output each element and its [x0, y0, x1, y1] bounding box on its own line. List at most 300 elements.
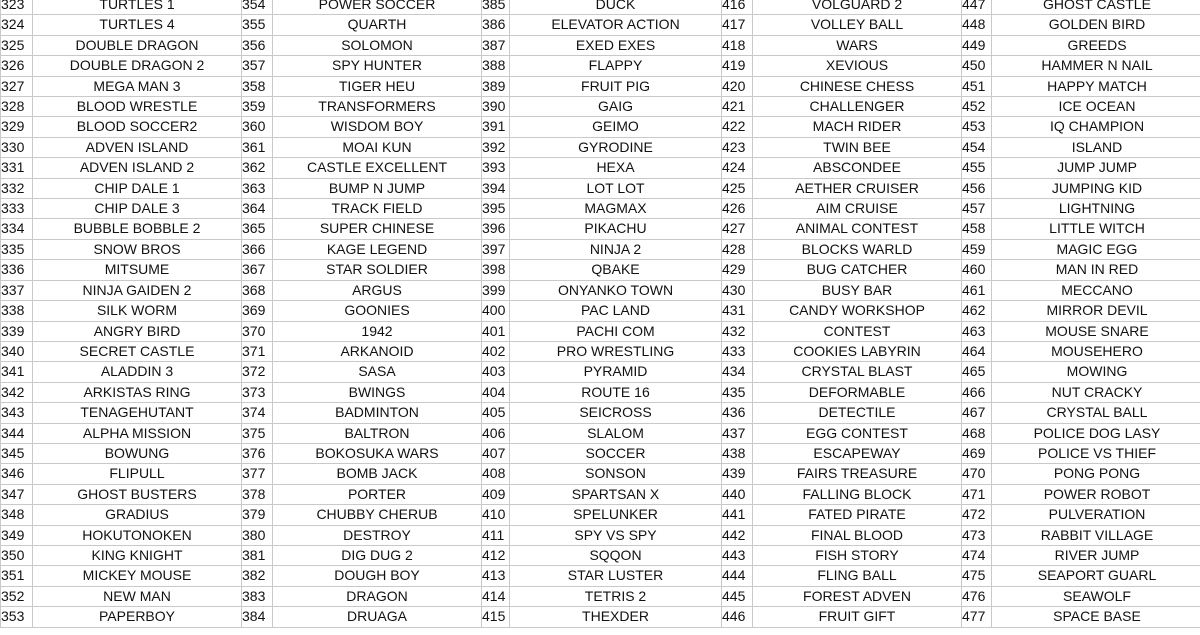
game-title-cell[interactable]: IQ CHAMPION — [992, 117, 1200, 137]
game-number-cell[interactable]: 371 — [242, 341, 273, 361]
game-title-cell[interactable]: MACH RIDER — [753, 117, 962, 137]
game-title-cell[interactable]: GAIG — [510, 97, 722, 117]
game-title-cell[interactable]: COOKIES LABYRIN — [753, 341, 962, 361]
game-title-cell[interactable]: SPY VS SPY — [510, 525, 722, 545]
game-number-cell[interactable]: 414 — [482, 586, 510, 606]
game-number-cell[interactable]: 418 — [722, 35, 753, 55]
game-title-cell[interactable]: TRANSFORMERS — [273, 97, 482, 117]
game-number-cell[interactable]: 390 — [482, 97, 510, 117]
game-title-cell[interactable]: BUG CATCHER — [753, 260, 962, 280]
game-title-cell[interactable]: CONTEST — [753, 321, 962, 341]
game-number-cell[interactable]: 340 — [1, 341, 33, 361]
game-title-cell[interactable]: DEFORMABLE — [753, 382, 962, 402]
game-number-cell[interactable]: 401 — [482, 321, 510, 341]
game-title-cell[interactable]: ANIMAL CONTEST — [753, 219, 962, 239]
game-number-cell[interactable]: 432 — [722, 321, 753, 341]
game-number-cell[interactable]: 380 — [242, 525, 273, 545]
game-number-cell[interactable]: 398 — [482, 260, 510, 280]
game-title-cell[interactable]: SUPER CHINESE — [273, 219, 482, 239]
game-title-cell[interactable]: MIRROR DEVIL — [992, 301, 1200, 321]
game-title-cell[interactable]: ELEVATOR ACTION — [510, 15, 722, 35]
game-number-cell[interactable]: 388 — [482, 56, 510, 76]
game-title-cell[interactable]: FLAPPY — [510, 56, 722, 76]
game-title-cell[interactable]: THEXDER — [510, 607, 722, 627]
game-title-cell[interactable]: CHINESE CHESS — [753, 76, 962, 96]
game-number-cell[interactable]: 325 — [1, 35, 33, 55]
game-title-cell[interactable]: PAPERBOY — [33, 607, 242, 627]
game-title-cell[interactable]: HOKUTONOKEN — [33, 525, 242, 545]
game-title-cell[interactable]: PONG PONG — [992, 464, 1200, 484]
game-title-cell[interactable]: SEAWOLF — [992, 586, 1200, 606]
game-number-cell[interactable]: 431 — [722, 301, 753, 321]
game-number-cell[interactable]: 331 — [1, 158, 33, 178]
game-number-cell[interactable]: 448 — [962, 15, 992, 35]
game-title-cell[interactable]: GOONIES — [273, 301, 482, 321]
game-number-cell[interactable]: 342 — [1, 382, 33, 402]
game-title-cell[interactable]: PAC LAND — [510, 301, 722, 321]
game-title-cell[interactable]: SLALOM — [510, 423, 722, 443]
game-number-cell[interactable]: 452 — [962, 97, 992, 117]
game-number-cell[interactable]: 466 — [962, 382, 992, 402]
game-title-cell[interactable]: SPY HUNTER — [273, 56, 482, 76]
game-title-cell[interactable]: TURTLES 4 — [33, 15, 242, 35]
game-number-cell[interactable]: 334 — [1, 219, 33, 239]
game-title-cell[interactable]: AIM CRUISE — [753, 199, 962, 219]
game-title-cell[interactable]: VOLGUARD 2 — [753, 0, 962, 15]
game-number-cell[interactable]: 458 — [962, 219, 992, 239]
game-number-cell[interactable]: 460 — [962, 260, 992, 280]
game-number-cell[interactable]: 440 — [722, 484, 753, 504]
game-title-cell[interactable]: BLOCKS WARLD — [753, 239, 962, 259]
game-title-cell[interactable]: GOLDEN BIRD — [992, 15, 1200, 35]
game-title-cell[interactable]: PIKACHU — [510, 219, 722, 239]
game-number-cell[interactable]: 454 — [962, 137, 992, 157]
game-number-cell[interactable]: 404 — [482, 382, 510, 402]
game-number-cell[interactable]: 341 — [1, 362, 33, 382]
game-title-cell[interactable]: SPELUNKER — [510, 505, 722, 525]
game-title-cell[interactable]: POWER SOCCER — [273, 0, 482, 15]
game-title-cell[interactable]: SOCCER — [510, 443, 722, 463]
game-number-cell[interactable]: 329 — [1, 117, 33, 137]
game-number-cell[interactable]: 459 — [962, 239, 992, 259]
game-number-cell[interactable]: 354 — [242, 0, 273, 15]
game-title-cell[interactable]: PORTER — [273, 484, 482, 504]
game-title-cell[interactable]: ISLAND — [992, 137, 1200, 157]
game-title-cell[interactable]: GHOST CASTLE — [992, 0, 1200, 15]
game-title-cell[interactable]: TIGER HEU — [273, 76, 482, 96]
game-title-cell[interactable]: XEVIOUS — [753, 56, 962, 76]
game-number-cell[interactable]: 421 — [722, 97, 753, 117]
game-title-cell[interactable]: TURTLES 1 — [33, 0, 242, 15]
game-number-cell[interactable]: 332 — [1, 178, 33, 198]
game-number-cell[interactable]: 465 — [962, 362, 992, 382]
game-number-cell[interactable]: 370 — [242, 321, 273, 341]
game-title-cell[interactable]: ICE OCEAN — [992, 97, 1200, 117]
game-title-cell[interactable]: FRUIT GIFT — [753, 607, 962, 627]
game-number-cell[interactable]: 419 — [722, 56, 753, 76]
game-title-cell[interactable]: 1942 — [273, 321, 482, 341]
game-number-cell[interactable]: 377 — [242, 464, 273, 484]
game-title-cell[interactable]: AETHER CRUISER — [753, 178, 962, 198]
game-number-cell[interactable]: 389 — [482, 76, 510, 96]
game-number-cell[interactable]: 410 — [482, 505, 510, 525]
game-title-cell[interactable]: EXED EXES — [510, 35, 722, 55]
game-number-cell[interactable]: 436 — [722, 403, 753, 423]
game-title-cell[interactable]: ARKISTAS RING — [33, 382, 242, 402]
game-number-cell[interactable]: 461 — [962, 280, 992, 300]
game-number-cell[interactable]: 396 — [482, 219, 510, 239]
game-title-cell[interactable]: BUMP N JUMP — [273, 178, 482, 198]
game-title-cell[interactable]: TRACK FIELD — [273, 199, 482, 219]
game-title-cell[interactable]: FOREST ADVEN — [753, 586, 962, 606]
game-number-cell[interactable]: 397 — [482, 239, 510, 259]
game-number-cell[interactable]: 417 — [722, 15, 753, 35]
game-number-cell[interactable]: 443 — [722, 545, 753, 565]
game-number-cell[interactable]: 336 — [1, 260, 33, 280]
game-title-cell[interactable]: DUCK — [510, 0, 722, 15]
game-number-cell[interactable]: 467 — [962, 403, 992, 423]
game-title-cell[interactable]: ANGRY BIRD — [33, 321, 242, 341]
game-number-cell[interactable]: 339 — [1, 321, 33, 341]
game-number-cell[interactable]: 323 — [1, 0, 33, 15]
game-number-cell[interactable]: 475 — [962, 566, 992, 586]
game-number-cell[interactable]: 353 — [1, 607, 33, 627]
game-number-cell[interactable]: 359 — [242, 97, 273, 117]
game-title-cell[interactable]: CHALLENGER — [753, 97, 962, 117]
game-number-cell[interactable]: 365 — [242, 219, 273, 239]
game-title-cell[interactable]: PACHI COM — [510, 321, 722, 341]
game-number-cell[interactable]: 364 — [242, 199, 273, 219]
game-title-cell[interactable]: ROUTE 16 — [510, 382, 722, 402]
game-title-cell[interactable]: ESCAPEWAY — [753, 443, 962, 463]
game-title-cell[interactable]: NUT CRACKY — [992, 382, 1200, 402]
game-title-cell[interactable]: DOUGH BOY — [273, 566, 482, 586]
game-number-cell[interactable]: 425 — [722, 178, 753, 198]
game-number-cell[interactable]: 462 — [962, 301, 992, 321]
game-number-cell[interactable]: 369 — [242, 301, 273, 321]
game-title-cell[interactable]: HEXA — [510, 158, 722, 178]
game-title-cell[interactable]: SONSON — [510, 464, 722, 484]
game-number-cell[interactable]: 437 — [722, 423, 753, 443]
game-title-cell[interactable]: ADVEN ISLAND 2 — [33, 158, 242, 178]
game-number-cell[interactable]: 411 — [482, 525, 510, 545]
game-title-cell[interactable]: NEW MAN — [33, 586, 242, 606]
game-number-cell[interactable]: 477 — [962, 607, 992, 627]
game-number-cell[interactable]: 337 — [1, 280, 33, 300]
game-title-cell[interactable]: POLICE DOG LASY — [992, 423, 1200, 443]
game-title-cell[interactable]: DETECTILE — [753, 403, 962, 423]
game-number-cell[interactable]: 455 — [962, 158, 992, 178]
game-title-cell[interactable]: ARGUS — [273, 280, 482, 300]
game-title-cell[interactable]: BALTRON — [273, 423, 482, 443]
game-number-cell[interactable]: 346 — [1, 464, 33, 484]
game-title-cell[interactable]: GRADIUS — [33, 505, 242, 525]
game-title-cell[interactable]: LOT LOT — [510, 178, 722, 198]
game-title-cell[interactable]: DRAGON — [273, 586, 482, 606]
game-number-cell[interactable]: 385 — [482, 0, 510, 15]
game-number-cell[interactable]: 392 — [482, 137, 510, 157]
game-number-cell[interactable]: 405 — [482, 403, 510, 423]
game-title-cell[interactable]: DESTROY — [273, 525, 482, 545]
game-number-cell[interactable]: 433 — [722, 341, 753, 361]
game-number-cell[interactable]: 424 — [722, 158, 753, 178]
game-number-cell[interactable]: 391 — [482, 117, 510, 137]
game-title-cell[interactable]: KAGE LEGEND — [273, 239, 482, 259]
game-number-cell[interactable]: 382 — [242, 566, 273, 586]
game-title-cell[interactable]: BUBBLE BOBBLE 2 — [33, 219, 242, 239]
game-number-cell[interactable]: 450 — [962, 56, 992, 76]
game-title-cell[interactable]: JUMPING KID — [992, 178, 1200, 198]
game-title-cell[interactable]: BWINGS — [273, 382, 482, 402]
game-title-cell[interactable]: HAPPY MATCH — [992, 76, 1200, 96]
game-title-cell[interactable]: MOUSE SNARE — [992, 321, 1200, 341]
game-title-cell[interactable]: FISH STORY — [753, 545, 962, 565]
game-title-cell[interactable]: GREEDS — [992, 35, 1200, 55]
game-title-cell[interactable]: MICKEY MOUSE — [33, 566, 242, 586]
game-number-cell[interactable]: 469 — [962, 443, 992, 463]
game-title-cell[interactable]: MOAI KUN — [273, 137, 482, 157]
game-title-cell[interactable]: SOLOMON — [273, 35, 482, 55]
game-number-cell[interactable]: 422 — [722, 117, 753, 137]
game-title-cell[interactable]: JUMP JUMP — [992, 158, 1200, 178]
game-title-cell[interactable]: MAGMAX — [510, 199, 722, 219]
game-number-cell[interactable]: 338 — [1, 301, 33, 321]
game-title-cell[interactable]: BUSY BAR — [753, 280, 962, 300]
game-title-cell[interactable]: STAR SOLDIER — [273, 260, 482, 280]
game-title-cell[interactable]: CANDY WORKSHOP — [753, 301, 962, 321]
game-number-cell[interactable]: 427 — [722, 219, 753, 239]
game-title-cell[interactable]: BLOOD SOCCER2 — [33, 117, 242, 137]
game-title-cell[interactable]: SPACE BASE — [992, 607, 1200, 627]
game-title-cell[interactable]: RIVER JUMP — [992, 545, 1200, 565]
game-title-cell[interactable]: CRYSTAL BLAST — [753, 362, 962, 382]
game-title-cell[interactable]: ONYANKO TOWN — [510, 280, 722, 300]
game-number-cell[interactable]: 429 — [722, 260, 753, 280]
game-number-cell[interactable]: 376 — [242, 443, 273, 463]
game-number-cell[interactable]: 471 — [962, 484, 992, 504]
game-number-cell[interactable]: 356 — [242, 35, 273, 55]
game-title-cell[interactable]: QUARTH — [273, 15, 482, 35]
game-number-cell[interactable]: 408 — [482, 464, 510, 484]
game-title-cell[interactable]: NINJA GAIDEN 2 — [33, 280, 242, 300]
game-title-cell[interactable]: GHOST BUSTERS — [33, 484, 242, 504]
game-title-cell[interactable]: POWER ROBOT — [992, 484, 1200, 504]
game-number-cell[interactable]: 347 — [1, 484, 33, 504]
game-title-cell[interactable]: ADVEN ISLAND — [33, 137, 242, 157]
game-title-cell[interactable]: BOKOSUKA WARS — [273, 443, 482, 463]
game-title-cell[interactable]: ALPHA MISSION — [33, 423, 242, 443]
game-number-cell[interactable]: 474 — [962, 545, 992, 565]
game-title-cell[interactable]: FINAL BLOOD — [753, 525, 962, 545]
game-title-cell[interactable]: TWIN BEE — [753, 137, 962, 157]
game-number-cell[interactable]: 476 — [962, 586, 992, 606]
game-title-cell[interactable]: CHIP DALE 3 — [33, 199, 242, 219]
game-title-cell[interactable]: POLICE VS THIEF — [992, 443, 1200, 463]
game-title-cell[interactable]: MECCANO — [992, 280, 1200, 300]
game-number-cell[interactable]: 399 — [482, 280, 510, 300]
game-title-cell[interactable]: DOUBLE DRAGON 2 — [33, 56, 242, 76]
game-number-cell[interactable]: 395 — [482, 199, 510, 219]
game-title-cell[interactable]: KING KNIGHT — [33, 545, 242, 565]
game-number-cell[interactable]: 374 — [242, 403, 273, 423]
game-number-cell[interactable]: 362 — [242, 158, 273, 178]
game-number-cell[interactable]: 457 — [962, 199, 992, 219]
game-number-cell[interactable]: 416 — [722, 0, 753, 15]
game-number-cell[interactable]: 358 — [242, 76, 273, 96]
game-title-cell[interactable]: STAR LUSTER — [510, 566, 722, 586]
game-number-cell[interactable]: 444 — [722, 566, 753, 586]
game-title-cell[interactable]: BOWUNG — [33, 443, 242, 463]
game-title-cell[interactable]: SEICROSS — [510, 403, 722, 423]
game-number-cell[interactable]: 363 — [242, 178, 273, 198]
game-title-cell[interactable]: SEAPORT GUARL — [992, 566, 1200, 586]
game-title-cell[interactable]: DOUBLE DRAGON — [33, 35, 242, 55]
game-title-cell[interactable]: LIGHTNING — [992, 199, 1200, 219]
game-title-cell[interactable]: WARS — [753, 35, 962, 55]
game-number-cell[interactable]: 420 — [722, 76, 753, 96]
game-title-cell[interactable]: MITSUME — [33, 260, 242, 280]
game-title-cell[interactable]: TENAGEHUTANT — [33, 403, 242, 423]
game-number-cell[interactable]: 348 — [1, 505, 33, 525]
game-title-cell[interactable]: BLOOD WRESTLE — [33, 97, 242, 117]
game-number-cell[interactable]: 434 — [722, 362, 753, 382]
game-number-cell[interactable]: 430 — [722, 280, 753, 300]
game-number-cell[interactable]: 357 — [242, 56, 273, 76]
game-title-cell[interactable]: FLING BALL — [753, 566, 962, 586]
game-number-cell[interactable]: 445 — [722, 586, 753, 606]
game-title-cell[interactable]: SPARTSAN X — [510, 484, 722, 504]
game-title-cell[interactable]: VOLLEY BALL — [753, 15, 962, 35]
game-title-cell[interactable]: MOWING — [992, 362, 1200, 382]
game-number-cell[interactable]: 473 — [962, 525, 992, 545]
game-number-cell[interactable]: 413 — [482, 566, 510, 586]
game-number-cell[interactable]: 402 — [482, 341, 510, 361]
game-number-cell[interactable]: 456 — [962, 178, 992, 198]
game-number-cell[interactable]: 375 — [242, 423, 273, 443]
game-number-cell[interactable]: 324 — [1, 15, 33, 35]
game-title-cell[interactable]: GYRODINE — [510, 137, 722, 157]
game-number-cell[interactable]: 423 — [722, 137, 753, 157]
game-number-cell[interactable]: 464 — [962, 341, 992, 361]
game-number-cell[interactable]: 335 — [1, 239, 33, 259]
game-number-cell[interactable]: 403 — [482, 362, 510, 382]
game-number-cell[interactable]: 330 — [1, 137, 33, 157]
game-number-cell[interactable]: 441 — [722, 505, 753, 525]
game-number-cell[interactable]: 326 — [1, 56, 33, 76]
game-title-cell[interactable]: DIG DUG 2 — [273, 545, 482, 565]
game-title-cell[interactable]: SECRET CASTLE — [33, 341, 242, 361]
game-number-cell[interactable]: 387 — [482, 35, 510, 55]
game-number-cell[interactable]: 343 — [1, 403, 33, 423]
game-number-cell[interactable]: 447 — [962, 0, 992, 15]
game-number-cell[interactable]: 327 — [1, 76, 33, 96]
game-title-cell[interactable]: WISDOM BOY — [273, 117, 482, 137]
game-title-cell[interactable]: RABBIT VILLAGE — [992, 525, 1200, 545]
game-number-cell[interactable]: 451 — [962, 76, 992, 96]
game-number-cell[interactable]: 470 — [962, 464, 992, 484]
game-number-cell[interactable]: 355 — [242, 15, 273, 35]
game-number-cell[interactable]: 367 — [242, 260, 273, 280]
game-number-cell[interactable]: 349 — [1, 525, 33, 545]
game-number-cell[interactable]: 373 — [242, 382, 273, 402]
game-number-cell[interactable]: 406 — [482, 423, 510, 443]
game-number-cell[interactable]: 426 — [722, 199, 753, 219]
game-number-cell[interactable]: 352 — [1, 586, 33, 606]
game-number-cell[interactable]: 394 — [482, 178, 510, 198]
game-title-cell[interactable]: PYRAMID — [510, 362, 722, 382]
game-number-cell[interactable]: 366 — [242, 239, 273, 259]
game-title-cell[interactable]: QBAKE — [510, 260, 722, 280]
game-number-cell[interactable]: 468 — [962, 423, 992, 443]
game-title-cell[interactable]: PULVERATION — [992, 505, 1200, 525]
game-number-cell[interactable]: 412 — [482, 545, 510, 565]
game-title-cell[interactable]: CHIP DALE 1 — [33, 178, 242, 198]
game-title-cell[interactable]: ARKANOID — [273, 341, 482, 361]
game-number-cell[interactable]: 407 — [482, 443, 510, 463]
game-number-cell[interactable]: 368 — [242, 280, 273, 300]
game-number-cell[interactable]: 379 — [242, 505, 273, 525]
game-title-cell[interactable]: BADMINTON — [273, 403, 482, 423]
game-title-cell[interactable]: FALLING BLOCK — [753, 484, 962, 504]
game-number-cell[interactable]: 449 — [962, 35, 992, 55]
game-title-cell[interactable]: SILK WORM — [33, 301, 242, 321]
game-title-cell[interactable]: PRO WRESTLING — [510, 341, 722, 361]
game-title-cell[interactable]: BOMB JACK — [273, 464, 482, 484]
game-number-cell[interactable]: 351 — [1, 566, 33, 586]
game-number-cell[interactable]: 453 — [962, 117, 992, 137]
game-number-cell[interactable]: 386 — [482, 15, 510, 35]
game-title-cell[interactable]: TETRIS 2 — [510, 586, 722, 606]
game-title-cell[interactable]: FRUIT PIG — [510, 76, 722, 96]
game-number-cell[interactable]: 378 — [242, 484, 273, 504]
game-number-cell[interactable]: 393 — [482, 158, 510, 178]
game-number-cell[interactable]: 472 — [962, 505, 992, 525]
game-title-cell[interactable]: FAIRS TREASURE — [753, 464, 962, 484]
game-number-cell[interactable]: 446 — [722, 607, 753, 627]
game-title-cell[interactable]: SASA — [273, 362, 482, 382]
game-title-cell[interactable]: MEGA MAN 3 — [33, 76, 242, 96]
game-title-cell[interactable]: FLIPULL — [33, 464, 242, 484]
game-number-cell[interactable]: 333 — [1, 199, 33, 219]
game-number-cell[interactable]: 438 — [722, 443, 753, 463]
game-title-cell[interactable]: HAMMER N NAIL — [992, 56, 1200, 76]
game-number-cell[interactable]: 328 — [1, 97, 33, 117]
game-number-cell[interactable]: 400 — [482, 301, 510, 321]
game-number-cell[interactable]: 381 — [242, 545, 273, 565]
game-title-cell[interactable]: FATED PIRATE — [753, 505, 962, 525]
game-number-cell[interactable]: 409 — [482, 484, 510, 504]
game-number-cell[interactable]: 384 — [242, 607, 273, 627]
game-title-cell[interactable]: MAN IN RED — [992, 260, 1200, 280]
game-number-cell[interactable]: 383 — [242, 586, 273, 606]
game-number-cell[interactable]: 415 — [482, 607, 510, 627]
game-number-cell[interactable]: 345 — [1, 443, 33, 463]
game-number-cell[interactable]: 442 — [722, 525, 753, 545]
game-title-cell[interactable]: NINJA 2 — [510, 239, 722, 259]
game-number-cell[interactable]: 360 — [242, 117, 273, 137]
game-title-cell[interactable]: LITTLE WITCH — [992, 219, 1200, 239]
game-title-cell[interactable]: SNOW BROS — [33, 239, 242, 259]
game-title-cell[interactable]: CASTLE EXCELLENT — [273, 158, 482, 178]
game-number-cell[interactable]: 435 — [722, 382, 753, 402]
game-title-cell[interactable]: GEIMO — [510, 117, 722, 137]
game-number-cell[interactable]: 439 — [722, 464, 753, 484]
game-title-cell[interactable]: EGG CONTEST — [753, 423, 962, 443]
game-title-cell[interactable]: DRUAGA — [273, 607, 482, 627]
game-number-cell[interactable]: 428 — [722, 239, 753, 259]
game-title-cell[interactable]: MAGIC EGG — [992, 239, 1200, 259]
game-number-cell[interactable]: 463 — [962, 321, 992, 341]
